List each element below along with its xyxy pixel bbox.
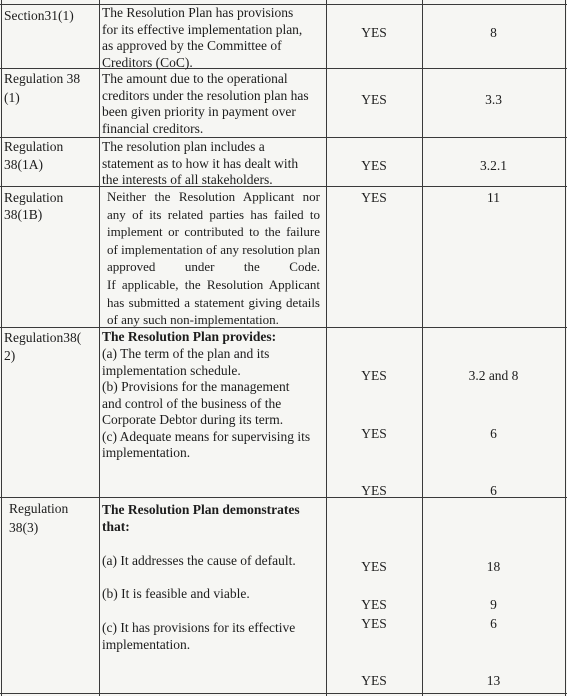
provision-label: Regulation: [4, 190, 64, 205]
requirement-line: of implementation of any resolution plan: [107, 241, 320, 257]
clause-reference: 6: [490, 616, 497, 631]
requirement-line: creditors under the resolution plan has: [102, 87, 309, 103]
requirement-paragraph: [107, 188, 320, 329]
requirement-line: as approved by the Committee of: [102, 38, 282, 53]
provision-label: Regulation: [9, 501, 69, 516]
section-heading: The Resolution Plan demonstrates: [102, 502, 300, 517]
requirement-line: (a) The term of the plan and its: [102, 346, 270, 361]
clause-reference: 18: [486, 559, 501, 574]
requirement-line: and control of the business of the: [102, 395, 282, 411]
requirement-line: financial creditors.: [102, 120, 204, 136]
compliance-status: YES: [361, 616, 387, 631]
requirement-line: (a) It addresses the cause of default.: [102, 553, 296, 568]
requirement-line: implement or contributed to the failure: [107, 224, 320, 240]
row-divider: [0, 68, 567, 69]
compliance-status: YES: [361, 368, 387, 383]
provision-label: (1): [4, 90, 20, 105]
requirement-line: statement as to how it has dealt with: [102, 155, 299, 171]
requirement-line: approved under the Code.: [107, 259, 320, 275]
requirement-line: the interests of all stakeholders.: [102, 172, 273, 187]
requirement-line: The Resolution Plan has provisions: [102, 5, 294, 20]
compliance-status: YES: [361, 190, 387, 205]
requirement-line: been given priority in payment over: [102, 104, 296, 119]
requirement-line: implementation schedule.: [102, 362, 241, 378]
provision-label: 38(3): [9, 520, 39, 535]
clause-reference: 3.3: [485, 92, 502, 107]
requirement-line: implementation.: [102, 445, 191, 460]
requirement-line: (b) It is feasible and viable.: [102, 586, 250, 601]
compliance-status: YES: [361, 559, 387, 574]
provision-label: Regulation: [4, 139, 64, 154]
clause-reference: 3.2.1: [480, 158, 507, 173]
requirement-line: Corporate Debtor during its term.: [102, 412, 284, 427]
clause-reference: 8: [490, 25, 497, 40]
compliance-status: YES: [361, 483, 387, 498]
clause-reference: 6: [490, 426, 497, 441]
compliance-status: YES: [361, 673, 387, 688]
requirement-line: implementation.: [102, 636, 191, 652]
compliance-status: YES: [361, 597, 387, 612]
requirement-line: The resolution plan includes a: [102, 139, 265, 154]
requirement-line: has submitted a statement giving details: [107, 294, 320, 310]
section-heading: that:: [102, 519, 130, 534]
provision-label: Regulation38(: [4, 330, 82, 345]
row-divider: [0, 137, 567, 138]
compliance-status: YES: [361, 158, 387, 173]
column-divider-1: [99, 0, 100, 696]
requirement-line: Creditors (CoC).: [102, 54, 193, 70]
compliance-status: YES: [361, 25, 387, 40]
clause-reference: 3.2 and 8: [468, 368, 519, 383]
row-divider: [0, 186, 567, 187]
requirement-line: of any such non-implementation.: [107, 312, 279, 328]
requirement-line: The amount due to the operational: [102, 71, 288, 86]
provision-label: Regulation 38: [4, 71, 81, 86]
provision-label: 38(1A): [4, 157, 43, 172]
requirement-line: (c) It has provisions for its effective: [102, 620, 296, 635]
requirement-line: (b) Provisions for the management: [102, 379, 290, 394]
clause-reference: 9: [490, 597, 497, 612]
provision-label: 2): [4, 348, 16, 363]
clause-reference: 11: [487, 190, 500, 205]
table-border-right: [565, 0, 566, 696]
provision-label: Section31(1): [4, 8, 74, 23]
clause-reference: 6: [490, 483, 497, 498]
compliance-status: YES: [361, 426, 387, 441]
clause-reference: 13: [486, 673, 501, 688]
requirement-line: If applicable, the Resolution Applicant: [107, 276, 320, 292]
requirement-line: for its effective implementation plan,: [102, 21, 303, 37]
requirement-line: any of its related parties has failed to: [107, 206, 320, 222]
row-divider: [0, 693, 567, 694]
compliance-status: YES: [361, 92, 387, 107]
provision-label: 38(1B): [4, 207, 43, 222]
requirement-line: (c) Adequate means for supervising its: [102, 428, 311, 444]
section-heading: The Resolution Plan provides:: [102, 329, 277, 344]
table-border-left: [1, 0, 2, 696]
requirement-line: Neither the Resolution Applicant nor: [107, 189, 320, 204]
